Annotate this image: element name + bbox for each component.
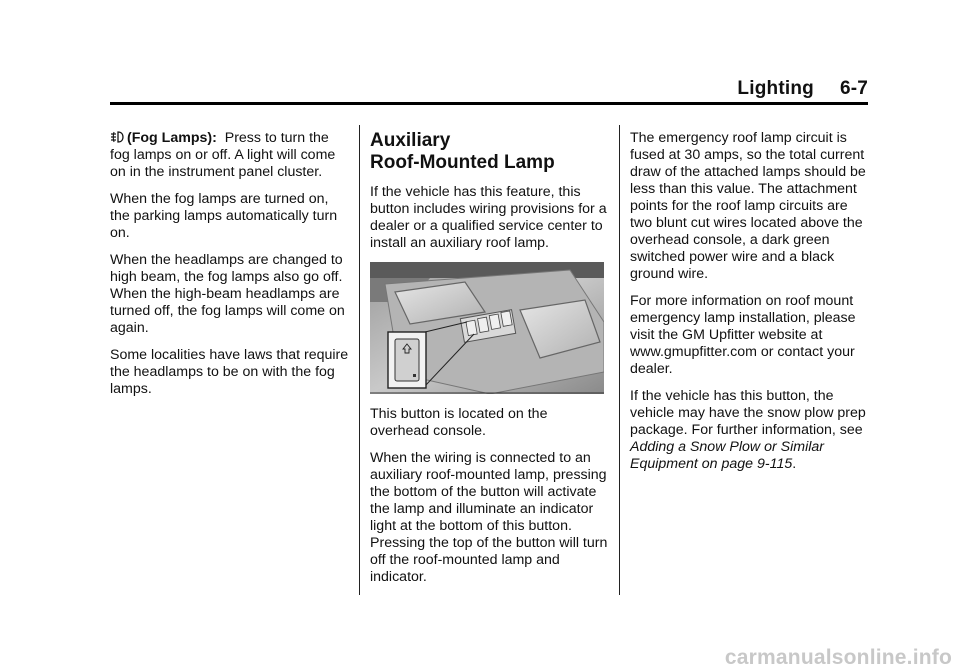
snow-plow-reference-link[interactable]: Adding a Snow Plow or Similar Equipment on page 9-115 [630, 439, 824, 472]
overhead-console-photo [370, 262, 604, 394]
snow-plow-period: . [792, 456, 797, 472]
fog-lamp-icon [110, 130, 124, 144]
watermark: carmanualsonline.info [724, 646, 952, 669]
column-divider-1 [359, 125, 360, 595]
header-title [737, 78, 868, 100]
wiring-paragraph: When the wiring is connected to an auxiliary roof-mounted lamp, pressing the bottom of the button will activate the lamp and illuminate an indicator light at the bottom of this button. Pressing the top of the button will turn off the roof-mounted lamp and indicator. [370, 450, 608, 585]
column-2 [370, 130, 608, 596]
section-title: Lighting [737, 78, 814, 99]
fog-lamps-paragraph [110, 130, 350, 181]
snow-plow-text: If the vehicle has this button, the vehicle may have the snow plow prep package. For further information, see [630, 388, 866, 438]
snow-plow-paragraph [630, 388, 870, 473]
parking-lamps-paragraph: When the fog lamps are turned on, the parking lamps automatically turn on. [110, 191, 338, 241]
circuit-paragraph: The emergency roof lamp circuit is fused at 30 amps, so the total current draw of the attached lamps should be less than this value. The attachment points for the roof lamp circuits are two blunt cut wires located above the overhead console, a dark green switched power wire and a black ground wire. [630, 130, 866, 282]
high-beam-paragraph: When the headlamps are changed to high beam, the fog lamps also go off. When the high-beam headlamps are turned off, the fog lamps will come on again. [110, 252, 345, 336]
localities-paragraph: Some localities have laws that require the headlamps to be on with the fog lamps. [110, 347, 349, 397]
page-number: 6-7 [839, 78, 868, 99]
intro-paragraph: If the vehicle has this feature, this button includes wiring provisions for a dealer or a qualified service center to install an auxiliary roof lamp. [370, 184, 607, 251]
upfitter-paragraph: For more information on roof mount emergency lamp installation, please visit the GM Upfitter website at www.gmupfitter.com or contact your dealer. [630, 293, 856, 377]
column-1 [110, 130, 350, 408]
header-rule [110, 102, 868, 105]
section-heading [370, 130, 608, 174]
column-3 [630, 130, 870, 483]
heading-line-1: Auxiliary [370, 130, 451, 151]
location-paragraph: This button is located on the overhead console. [370, 406, 548, 439]
column-divider-2 [619, 125, 620, 595]
fog-lamps-label: (Fog Lamps): [127, 130, 217, 146]
heading-line-2: Roof-Mounted Lamp [370, 152, 555, 173]
page-header [110, 78, 868, 104]
fog-lamps-text: Press to turn the fog lamps on or off. A light will come on in the instrument panel cluster. [110, 130, 336, 180]
